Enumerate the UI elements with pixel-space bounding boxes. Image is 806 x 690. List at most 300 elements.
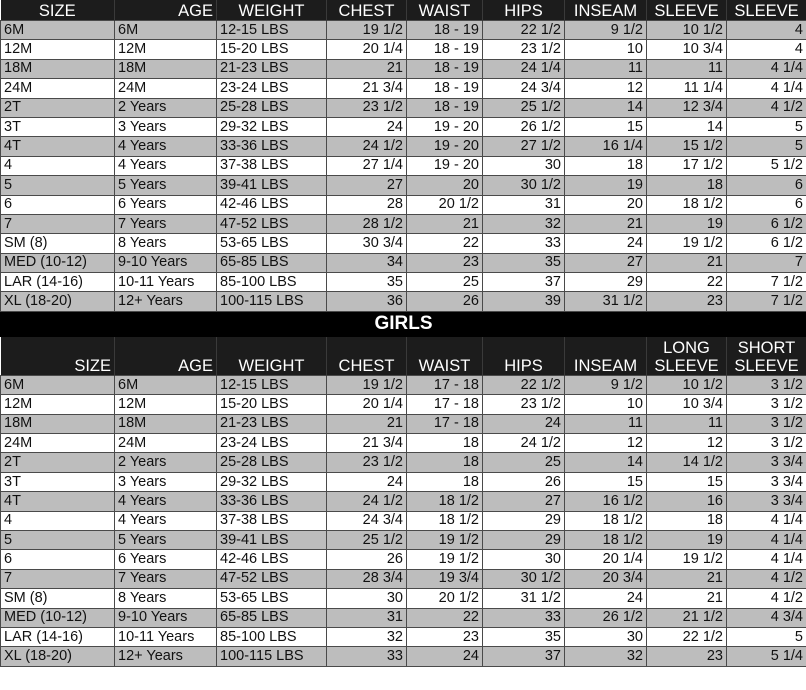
boys-cell-waist: 19 - 20 xyxy=(407,137,483,156)
girls-cell-sleeve-short: 4 1/4 xyxy=(727,550,806,569)
boys-cell-age: 24M xyxy=(115,79,217,98)
boys-cell-waist: 20 xyxy=(407,176,483,195)
girls-header-hips: HIPS xyxy=(483,336,565,375)
boys-cell-inseam: 14 xyxy=(565,98,647,117)
girls-cell-chest: 21 3/4 xyxy=(327,434,407,453)
girls-cell-weight: 12-15 LBS xyxy=(217,375,327,394)
boys-cell-chest: 35 xyxy=(327,273,407,292)
girls-cell-waist: 20 1/2 xyxy=(407,589,483,608)
girls-cell-age: 12M xyxy=(115,395,217,414)
girls-header-age: AGE xyxy=(115,336,217,375)
boys-cell-weight: 47-52 LBS xyxy=(217,214,327,233)
girls-cell-sleeve-short: 3 1/2 xyxy=(727,414,806,433)
girls-cell-size: 2T xyxy=(1,453,115,472)
boys-cell-hips: 31 xyxy=(483,195,565,214)
boys-cell-inseam: 18 xyxy=(565,156,647,175)
girls-header-chest: CHEST xyxy=(327,336,407,375)
boys-cell-chest: 24 1/2 xyxy=(327,137,407,156)
girls-cell-hips: 26 xyxy=(483,472,565,491)
girls-cell-inseam: 24 xyxy=(565,589,647,608)
girls-cell-waist: 24 xyxy=(407,647,483,666)
girls-title: GIRLS xyxy=(1,311,806,336)
boys-cell-inseam: 27 xyxy=(565,253,647,272)
girls-section xyxy=(1,311,806,375)
girls-cell-age: 6 Years xyxy=(115,550,217,569)
boys-cell-waist: 18 - 19 xyxy=(407,98,483,117)
girls-cell-size: 12M xyxy=(1,395,115,414)
table-row xyxy=(1,647,806,666)
boys-header-sleeve-short: SLEEVE xyxy=(727,0,806,21)
boys-cell-age: 4 Years xyxy=(115,156,217,175)
girls-cell-waist: 18 xyxy=(407,472,483,491)
girls-cell-weight: 21-23 LBS xyxy=(217,414,327,433)
girls-cell-hips: 31 1/2 xyxy=(483,589,565,608)
girls-cell-sleeve-long: 10 3/4 xyxy=(647,395,727,414)
boys-cell-hips: 37 xyxy=(483,273,565,292)
boys-cell-sleeve-long: 19 1/2 xyxy=(647,234,727,253)
boys-cell-hips: 30 xyxy=(483,156,565,175)
girls-cell-chest: 23 1/2 xyxy=(327,453,407,472)
boys-cell-sleeve-long: 23 xyxy=(647,292,727,311)
girls-cell-hips: 22 1/2 xyxy=(483,375,565,394)
boys-cell-sleeve-long: 14 xyxy=(647,117,727,136)
boys-cell-size: MED (10-12) xyxy=(1,253,115,272)
girls-cell-chest: 19 1/2 xyxy=(327,375,407,394)
table-row xyxy=(1,176,806,195)
boys-cell-sleeve-short: 6 xyxy=(727,195,806,214)
boys-cell-sleeve-short: 4 xyxy=(727,40,806,59)
boys-cell-weight: 39-41 LBS xyxy=(217,176,327,195)
boys-cell-hips: 26 1/2 xyxy=(483,117,565,136)
girls-cell-waist: 17 - 18 xyxy=(407,395,483,414)
girls-cell-inseam: 16 1/2 xyxy=(565,492,647,511)
boys-cell-size: XL (18-20) xyxy=(1,292,115,311)
girls-cell-inseam: 26 1/2 xyxy=(565,608,647,627)
boys-cell-size: 4T xyxy=(1,137,115,156)
boys-cell-sleeve-short: 6 1/2 xyxy=(727,214,806,233)
boys-cell-weight: 100-115 LBS xyxy=(217,292,327,311)
boys-cell-weight: 15-20 LBS xyxy=(217,40,327,59)
girls-cell-weight: 33-36 LBS xyxy=(217,492,327,511)
girls-cell-inseam: 15 xyxy=(565,472,647,491)
boys-cell-chest: 28 1/2 xyxy=(327,214,407,233)
girls-cell-sleeve-long: 23 xyxy=(647,647,727,666)
boys-cell-size: 6 xyxy=(1,195,115,214)
boys-header-waist: WAIST xyxy=(407,0,483,21)
girls-cell-waist: 18 xyxy=(407,434,483,453)
table-row xyxy=(1,214,806,233)
boys-cell-sleeve-long: 22 xyxy=(647,273,727,292)
boys-cell-inseam: 29 xyxy=(565,273,647,292)
girls-cell-chest: 24 3/4 xyxy=(327,511,407,530)
girls-cell-inseam: 20 3/4 xyxy=(565,569,647,588)
girls-cell-size: 6M xyxy=(1,375,115,394)
girls-cell-sleeve-long: 16 xyxy=(647,492,727,511)
table-row xyxy=(1,59,806,78)
boys-cell-hips: 30 1/2 xyxy=(483,176,565,195)
girls-cell-inseam: 20 1/4 xyxy=(565,550,647,569)
girls-cell-waist: 18 1/2 xyxy=(407,511,483,530)
table-row xyxy=(1,434,806,453)
table-row xyxy=(1,273,806,292)
girls-cell-hips: 24 xyxy=(483,414,565,433)
girls-cell-hips: 35 xyxy=(483,627,565,646)
boys-cell-waist: 18 - 19 xyxy=(407,21,483,40)
boys-cell-sleeve-long: 21 xyxy=(647,253,727,272)
girls-cell-waist: 22 xyxy=(407,608,483,627)
girls-cell-age: 9-10 Years xyxy=(115,608,217,627)
girls-header-long-sleeve xyxy=(647,336,727,375)
girls-cell-waist: 18 1/2 xyxy=(407,492,483,511)
girls-cell-sleeve-short: 3 1/2 xyxy=(727,434,806,453)
table-row xyxy=(1,492,806,511)
boys-cell-age: 7 Years xyxy=(115,214,217,233)
girls-cell-age: 4 Years xyxy=(115,511,217,530)
girls-cell-chest: 21 xyxy=(327,414,407,433)
boys-cell-chest: 24 xyxy=(327,117,407,136)
boys-cell-hips: 35 xyxy=(483,253,565,272)
girls-cell-chest: 32 xyxy=(327,627,407,646)
girls-cell-hips: 27 xyxy=(483,492,565,511)
boys-cell-hips: 33 xyxy=(483,234,565,253)
boys-cell-age: 5 Years xyxy=(115,176,217,195)
boys-cell-chest: 21 3/4 xyxy=(327,79,407,98)
boys-cell-sleeve-short: 5 1/2 xyxy=(727,156,806,175)
girls-cell-weight: 85-100 LBS xyxy=(217,627,327,646)
girls-cell-sleeve-long: 22 1/2 xyxy=(647,627,727,646)
girls-cell-size: XL (18-20) xyxy=(1,647,115,666)
girls-cell-size: 7 xyxy=(1,569,115,588)
girls-cell-sleeve-long: 21 xyxy=(647,569,727,588)
boys-cell-chest: 19 1/2 xyxy=(327,21,407,40)
boys-cell-age: 6M xyxy=(115,21,217,40)
girls-cell-sleeve-long: 11 xyxy=(647,414,727,433)
boys-cell-hips: 39 xyxy=(483,292,565,311)
boys-cell-waist: 18 - 19 xyxy=(407,59,483,78)
boys-cell-inseam: 10 xyxy=(565,40,647,59)
girls-cell-sleeve-long: 10 1/2 xyxy=(647,375,727,394)
girls-cell-inseam: 10 xyxy=(565,395,647,414)
boys-cell-sleeve-long: 11 1/4 xyxy=(647,79,727,98)
table-row xyxy=(1,234,806,253)
boys-cell-waist: 25 xyxy=(407,273,483,292)
girls-cell-size: 6 xyxy=(1,550,115,569)
boys-cell-sleeve-short: 6 xyxy=(727,176,806,195)
girls-cell-sleeve-short: 4 1/4 xyxy=(727,530,806,549)
boys-cell-size: 5 xyxy=(1,176,115,195)
girls-cell-size: 4 xyxy=(1,511,115,530)
girls-cell-age: 6M xyxy=(115,375,217,394)
boys-cell-age: 4 Years xyxy=(115,137,217,156)
boys-cell-hips: 24 3/4 xyxy=(483,79,565,98)
girls-cell-waist: 17 - 18 xyxy=(407,414,483,433)
table-row xyxy=(1,530,806,549)
boys-cell-chest: 36 xyxy=(327,292,407,311)
boys-cell-sleeve-short: 6 1/2 xyxy=(727,234,806,253)
boys-cell-inseam: 31 1/2 xyxy=(565,292,647,311)
girls-cell-age: 18M xyxy=(115,414,217,433)
girls-cell-age: 5 Years xyxy=(115,530,217,549)
boys-cell-chest: 28 xyxy=(327,195,407,214)
table-row xyxy=(1,569,806,588)
boys-cell-inseam: 24 xyxy=(565,234,647,253)
girls-cell-age: 3 Years xyxy=(115,472,217,491)
girls-cell-waist: 19 1/2 xyxy=(407,530,483,549)
girls-cell-weight: 15-20 LBS xyxy=(217,395,327,414)
girls-cell-size: SM (8) xyxy=(1,589,115,608)
girls-header-inseam: INSEAM xyxy=(565,336,647,375)
girls-cell-size: 24M xyxy=(1,434,115,453)
boys-cell-age: 18M xyxy=(115,59,217,78)
girls-cell-hips: 30 1/2 xyxy=(483,569,565,588)
girls-cell-inseam: 12 xyxy=(565,434,647,453)
boys-cell-waist: 23 xyxy=(407,253,483,272)
girls-cell-inseam: 14 xyxy=(565,453,647,472)
boys-cell-age: 9-10 Years xyxy=(115,253,217,272)
girls-cell-weight: 23-24 LBS xyxy=(217,434,327,453)
boys-cell-hips: 24 1/4 xyxy=(483,59,565,78)
table-row xyxy=(1,453,806,472)
boys-cell-sleeve-short: 4 xyxy=(727,21,806,40)
table-row xyxy=(1,589,806,608)
boys-cell-size: 2T xyxy=(1,98,115,117)
boys-cell-inseam: 15 xyxy=(565,117,647,136)
girls-cell-sleeve-short: 4 3/4 xyxy=(727,608,806,627)
boys-cell-size: 12M xyxy=(1,40,115,59)
boys-cell-weight: 29-32 LBS xyxy=(217,117,327,136)
boys-cell-sleeve-long: 19 xyxy=(647,214,727,233)
girls-cell-hips: 24 1/2 xyxy=(483,434,565,453)
boys-cell-sleeve-long: 18 xyxy=(647,176,727,195)
boys-cell-weight: 12-15 LBS xyxy=(217,21,327,40)
boys-cell-waist: 21 xyxy=(407,214,483,233)
girls-cell-size: LAR (14-16) xyxy=(1,627,115,646)
girls-cell-inseam: 9 1/2 xyxy=(565,375,647,394)
girls-cell-chest: 24 1/2 xyxy=(327,492,407,511)
girls-cell-age: 8 Years xyxy=(115,589,217,608)
table-row xyxy=(1,375,806,394)
girls-cell-weight: 100-115 LBS xyxy=(217,647,327,666)
girls-cell-age: 10-11 Years xyxy=(115,627,217,646)
girls-cell-waist: 23 xyxy=(407,627,483,646)
girls-cell-size: 3T xyxy=(1,472,115,491)
table-row xyxy=(1,40,806,59)
table-row xyxy=(1,98,806,117)
girls-cell-chest: 33 xyxy=(327,647,407,666)
table-row xyxy=(1,195,806,214)
girls-cell-chest: 25 1/2 xyxy=(327,530,407,549)
boys-header-inseam: INSEAM xyxy=(565,0,647,21)
table-row xyxy=(1,472,806,491)
boys-cell-age: 12M xyxy=(115,40,217,59)
girls-cell-inseam: 11 xyxy=(565,414,647,433)
boys-cell-size: 18M xyxy=(1,59,115,78)
girls-header-short-sleeve-top: SHORT xyxy=(737,338,796,357)
boys-cell-weight: 33-36 LBS xyxy=(217,137,327,156)
boys-rows xyxy=(1,21,806,312)
boys-cell-weight: 53-65 LBS xyxy=(217,234,327,253)
girls-cell-hips: 29 xyxy=(483,511,565,530)
girls-cell-weight: 29-32 LBS xyxy=(217,472,327,491)
boys-cell-hips: 23 1/2 xyxy=(483,40,565,59)
boys-cell-chest: 20 1/4 xyxy=(327,40,407,59)
boys-cell-sleeve-long: 17 1/2 xyxy=(647,156,727,175)
boys-header-row xyxy=(1,0,806,21)
girls-cell-sleeve-long: 19 1/2 xyxy=(647,550,727,569)
girls-cell-chest: 20 1/4 xyxy=(327,395,407,414)
girls-cell-sleeve-long: 19 xyxy=(647,530,727,549)
boys-header-hips: HIPS xyxy=(483,0,565,21)
boys-cell-inseam: 16 1/4 xyxy=(565,137,647,156)
boys-cell-age: 12+ Years xyxy=(115,292,217,311)
table-row xyxy=(1,137,806,156)
boys-cell-waist: 20 1/2 xyxy=(407,195,483,214)
girls-cell-sleeve-short: 5 xyxy=(727,627,806,646)
boys-cell-age: 2 Years xyxy=(115,98,217,117)
table-row xyxy=(1,414,806,433)
girls-cell-sleeve-short: 4 1/4 xyxy=(727,511,806,530)
boys-cell-sleeve-long: 15 1/2 xyxy=(647,137,727,156)
girls-cell-hips: 30 xyxy=(483,550,565,569)
boys-cell-hips: 22 1/2 xyxy=(483,21,565,40)
boys-cell-weight: 21-23 LBS xyxy=(217,59,327,78)
girls-cell-sleeve-short: 3 3/4 xyxy=(727,472,806,491)
girls-cell-waist: 18 xyxy=(407,453,483,472)
boys-cell-weight: 85-100 LBS xyxy=(217,273,327,292)
boys-cell-weight: 23-24 LBS xyxy=(217,79,327,98)
girls-cell-sleeve-short: 3 3/4 xyxy=(727,492,806,511)
boys-cell-hips: 32 xyxy=(483,214,565,233)
girls-cell-hips: 25 xyxy=(483,453,565,472)
table-row xyxy=(1,608,806,627)
boys-cell-chest: 27 xyxy=(327,176,407,195)
boys-cell-hips: 27 1/2 xyxy=(483,137,565,156)
boys-cell-size: 6M xyxy=(1,21,115,40)
boys-cell-sleeve-long: 11 xyxy=(647,59,727,78)
boys-cell-sleeve-long: 10 3/4 xyxy=(647,40,727,59)
girls-cell-sleeve-long: 18 xyxy=(647,511,727,530)
boys-cell-size: 3T xyxy=(1,117,115,136)
girls-cell-chest: 24 xyxy=(327,472,407,491)
boys-cell-sleeve-short: 4 1/4 xyxy=(727,59,806,78)
boys-cell-sleeve-short: 7 xyxy=(727,253,806,272)
girls-cell-sleeve-short: 3 1/2 xyxy=(727,375,806,394)
boys-cell-age: 10-11 Years xyxy=(115,273,217,292)
girls-header-long-sleeve-top: LONG xyxy=(663,338,710,357)
girls-cell-hips: 37 xyxy=(483,647,565,666)
boys-cell-size: 4 xyxy=(1,156,115,175)
boys-cell-sleeve-short: 4 1/2 xyxy=(727,98,806,117)
boys-cell-size: 7 xyxy=(1,214,115,233)
girls-cell-chest: 28 3/4 xyxy=(327,569,407,588)
girls-cell-sleeve-long: 21 xyxy=(647,589,727,608)
boys-cell-age: 3 Years xyxy=(115,117,217,136)
girls-header-size: SIZE xyxy=(1,336,115,375)
girls-cell-chest: 30 xyxy=(327,589,407,608)
girls-cell-size: 4T xyxy=(1,492,115,511)
girls-header-waist: WAIST xyxy=(407,336,483,375)
girls-cell-sleeve-long: 14 1/2 xyxy=(647,453,727,472)
girls-cell-age: 4 Years xyxy=(115,492,217,511)
boys-cell-waist: 26 xyxy=(407,292,483,311)
girls-cell-inseam: 18 1/2 xyxy=(565,511,647,530)
boys-header-chest: CHEST xyxy=(327,0,407,21)
girls-cell-weight: 42-46 LBS xyxy=(217,550,327,569)
girls-cell-sleeve-long: 15 xyxy=(647,472,727,491)
girls-cell-sleeve-short: 3 1/2 xyxy=(727,395,806,414)
girls-header-long-sleeve-bottom: SLEEVE xyxy=(654,356,719,375)
girls-cell-sleeve-short: 5 1/4 xyxy=(727,647,806,666)
girls-header-short-sleeve xyxy=(727,336,806,375)
boys-cell-inseam: 12 xyxy=(565,79,647,98)
boys-cell-sleeve-short: 5 xyxy=(727,137,806,156)
boys-cell-chest: 21 xyxy=(327,59,407,78)
table-row xyxy=(1,21,806,40)
girls-cell-hips: 29 xyxy=(483,530,565,549)
boys-cell-sleeve-long: 10 1/2 xyxy=(647,21,727,40)
girls-cell-inseam: 32 xyxy=(565,647,647,666)
girls-cell-chest: 31 xyxy=(327,608,407,627)
girls-cell-size: MED (10-12) xyxy=(1,608,115,627)
table-row xyxy=(1,156,806,175)
boys-cell-waist: 18 - 19 xyxy=(407,40,483,59)
girls-cell-hips: 23 1/2 xyxy=(483,395,565,414)
girls-cell-inseam: 18 1/2 xyxy=(565,530,647,549)
girls-cell-weight: 39-41 LBS xyxy=(217,530,327,549)
table-row xyxy=(1,627,806,646)
girls-header-short-sleeve-bottom: SLEEVE xyxy=(734,356,799,375)
girls-cell-sleeve-short: 3 3/4 xyxy=(727,453,806,472)
boys-cell-inseam: 11 xyxy=(565,59,647,78)
boys-cell-size: SM (8) xyxy=(1,234,115,253)
boys-cell-sleeve-short: 7 1/2 xyxy=(727,273,806,292)
girls-cell-weight: 65-85 LBS xyxy=(217,608,327,627)
girls-cell-waist: 17 - 18 xyxy=(407,375,483,394)
girls-cell-waist: 19 3/4 xyxy=(407,569,483,588)
boys-cell-size: LAR (14-16) xyxy=(1,273,115,292)
boys-cell-sleeve-long: 18 1/2 xyxy=(647,195,727,214)
girls-rows xyxy=(1,375,806,666)
boys-cell-sleeve-short: 5 xyxy=(727,117,806,136)
girls-cell-sleeve-short: 4 1/2 xyxy=(727,589,806,608)
girls-cell-size: 18M xyxy=(1,414,115,433)
boys-cell-age: 8 Years xyxy=(115,234,217,253)
boys-cell-inseam: 9 1/2 xyxy=(565,21,647,40)
girls-header-weight: WEIGHT xyxy=(217,336,327,375)
boys-cell-inseam: 19 xyxy=(565,176,647,195)
boys-header-sleeve-long: SLEEVE xyxy=(647,0,727,21)
girls-cell-age: 2 Years xyxy=(115,453,217,472)
girls-cell-age: 7 Years xyxy=(115,569,217,588)
boys-cell-chest: 30 3/4 xyxy=(327,234,407,253)
boys-header-weight: WEIGHT xyxy=(217,0,327,21)
boys-cell-waist: 19 - 20 xyxy=(407,117,483,136)
boys-header-age: AGE xyxy=(115,0,217,21)
girls-cell-weight: 47-52 LBS xyxy=(217,569,327,588)
girls-cell-waist: 19 1/2 xyxy=(407,550,483,569)
girls-header-row xyxy=(1,336,806,375)
boys-header xyxy=(1,0,806,21)
boys-header-size: SIZE xyxy=(1,0,115,21)
boys-cell-hips: 25 1/2 xyxy=(483,98,565,117)
boys-cell-waist: 18 - 19 xyxy=(407,79,483,98)
boys-cell-waist: 19 - 20 xyxy=(407,156,483,175)
girls-cell-age: 24M xyxy=(115,434,217,453)
girls-cell-sleeve-short: 4 1/2 xyxy=(727,569,806,588)
girls-cell-age: 12+ Years xyxy=(115,647,217,666)
table-row xyxy=(1,550,806,569)
boys-cell-chest: 27 1/4 xyxy=(327,156,407,175)
